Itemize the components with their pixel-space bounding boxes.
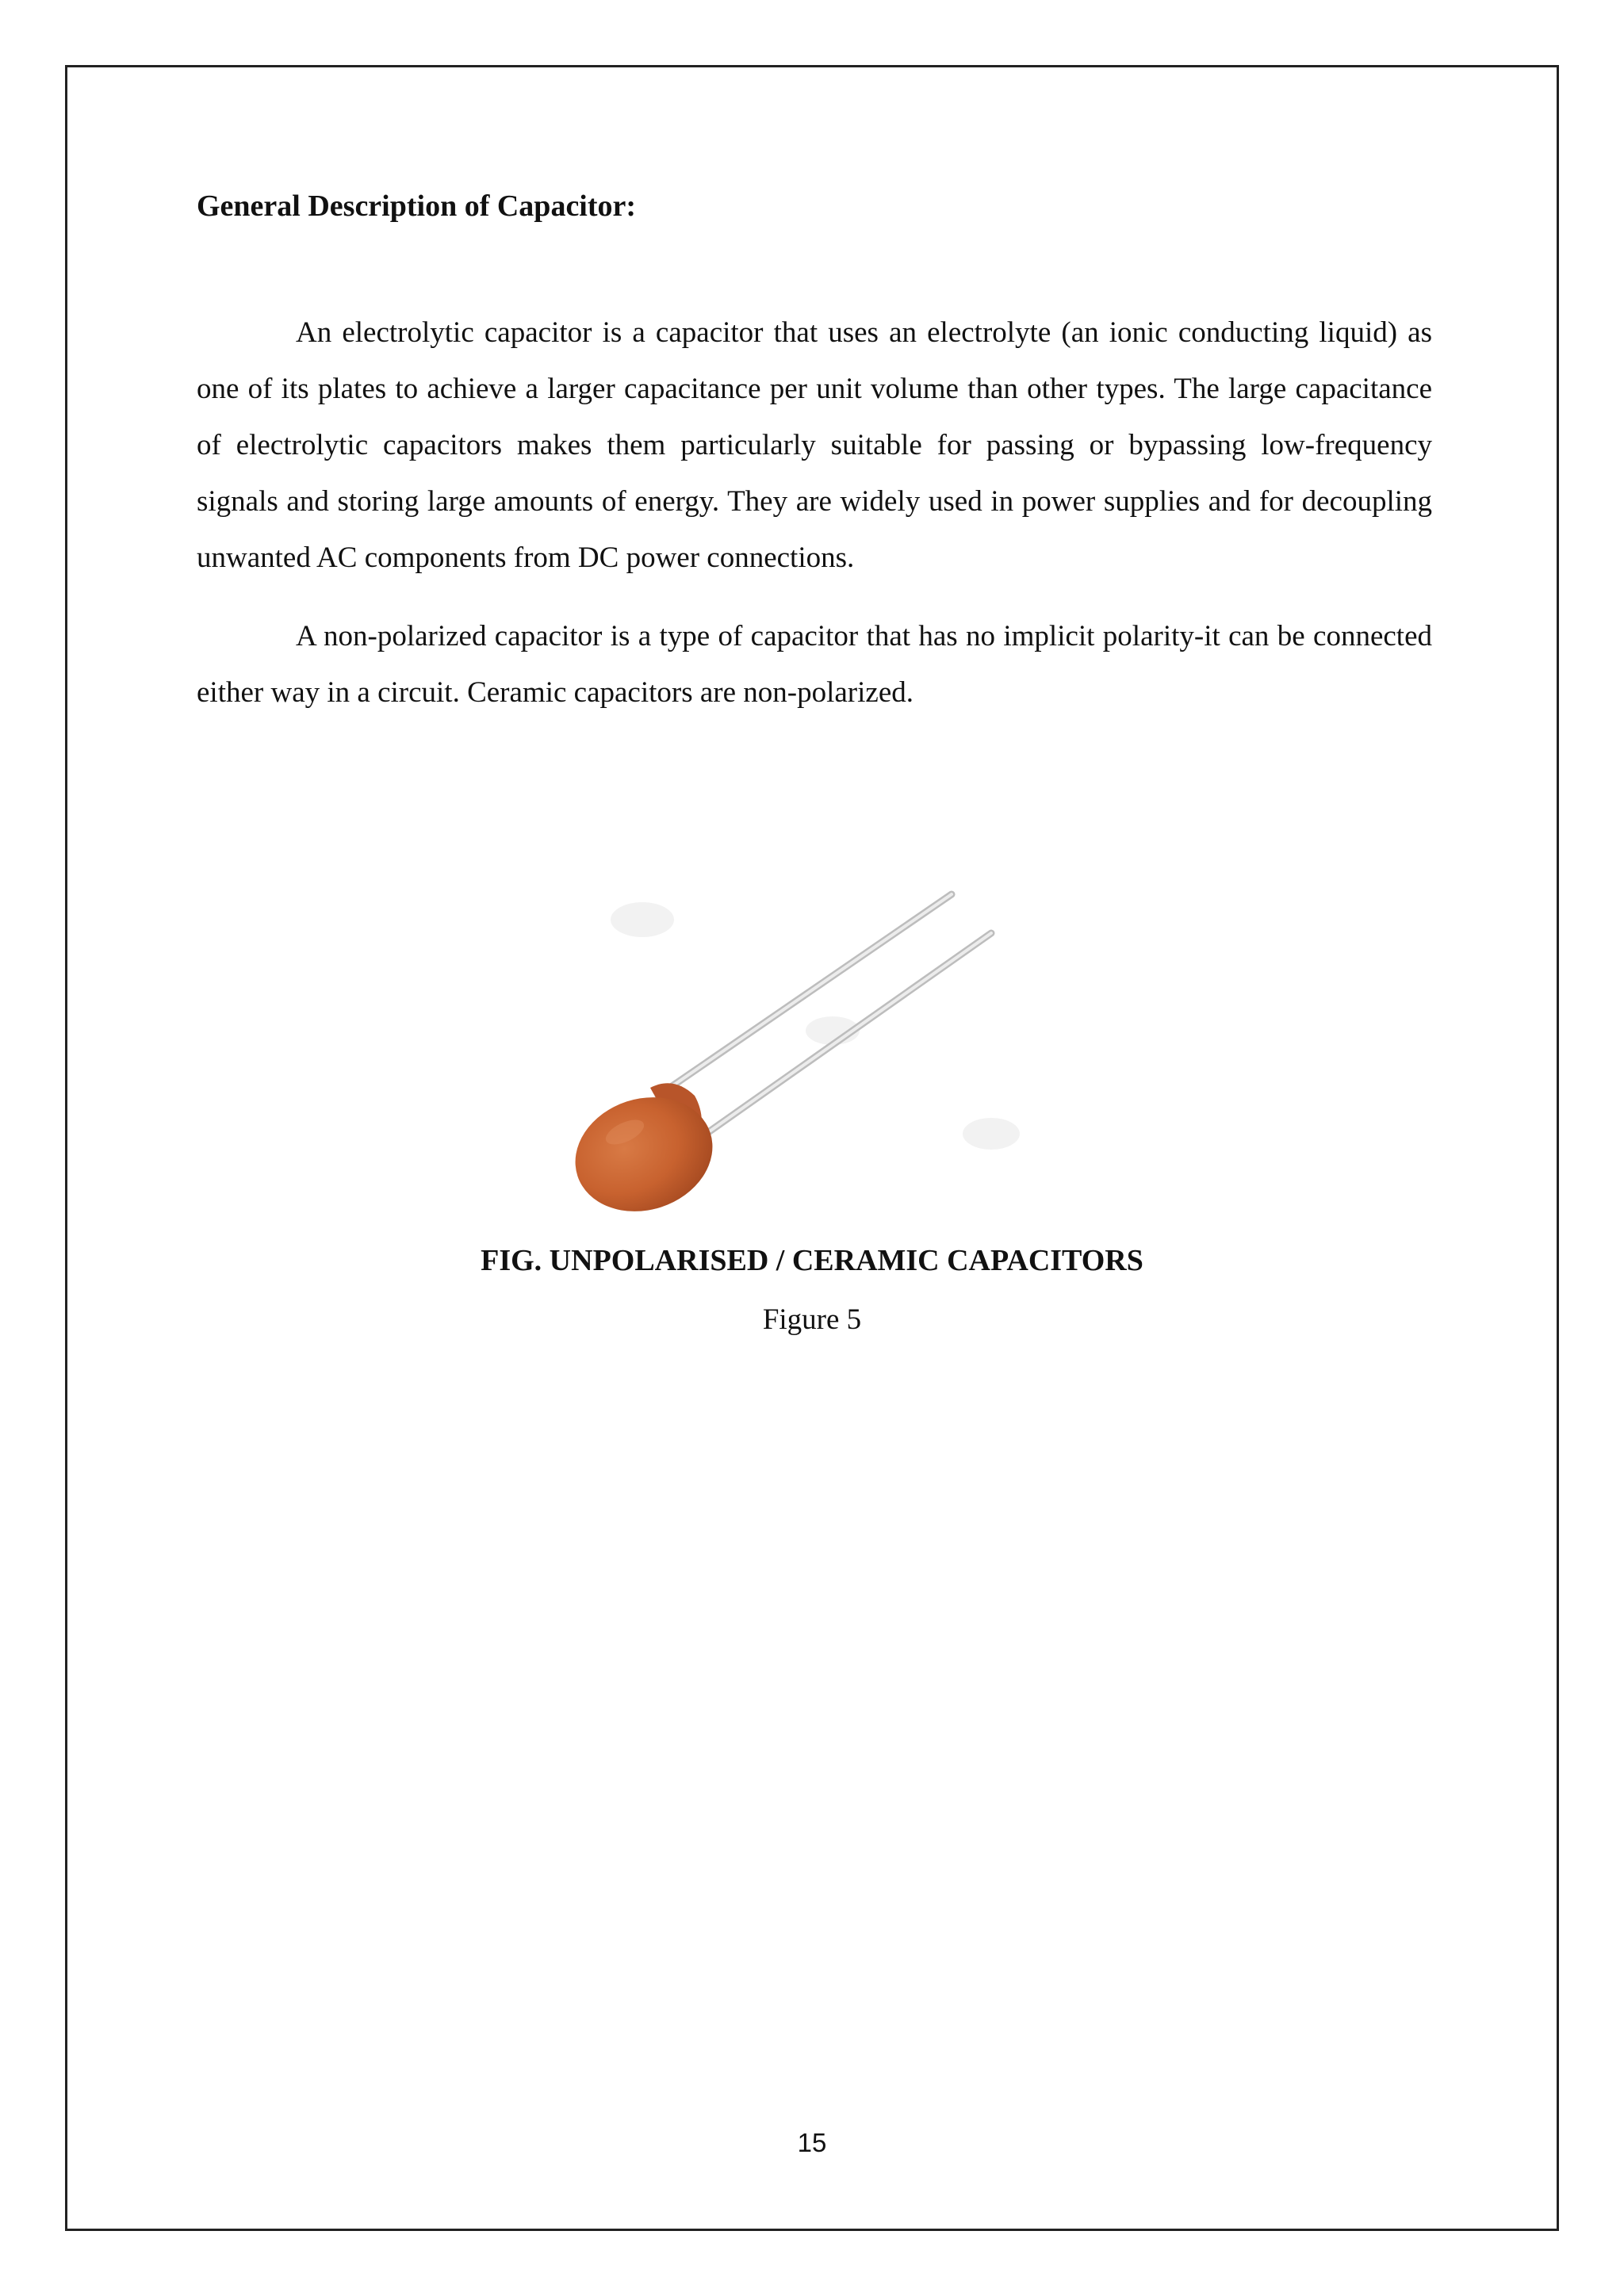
paragraph-non-polarized: A non-polarized capacitor is a type of capacitor that has no implicit polarity-it can be connected either way in a circuit. Ceramic capacitors are non-polarized.: [197, 619, 1432, 709]
capacitor-leads: [658, 894, 991, 1138]
page-number: 15: [797, 2128, 827, 2157]
paragraph-electrolytic: An electrolytic capacitor is a capacitor that uses an electrolyte (an ionic conducting liquid) as one of its plates to achieve a larger capacitance per unit volume than other types. The large capacitance of electrolytic capacitors makes them particularly suitable for passing or bypassing low-frequency signals and storing large amounts of energy. They are widely used in power supplies and for decoupling unwanted AC components from DC power connections.: [197, 316, 1432, 574]
document-body: [197, 189, 1432, 721]
figure-caption-title: FIG. UNPOLARISED / CERAMIC CAPACITORS: [481, 1244, 1143, 1277]
ceramic-capacitor-image: [547, 872, 1071, 1221]
figure-caption-label: Figure 5: [762, 1303, 862, 1336]
capacitor-body: [561, 1080, 728, 1221]
section-heading: General Description of Capacitor:: [197, 189, 637, 223]
